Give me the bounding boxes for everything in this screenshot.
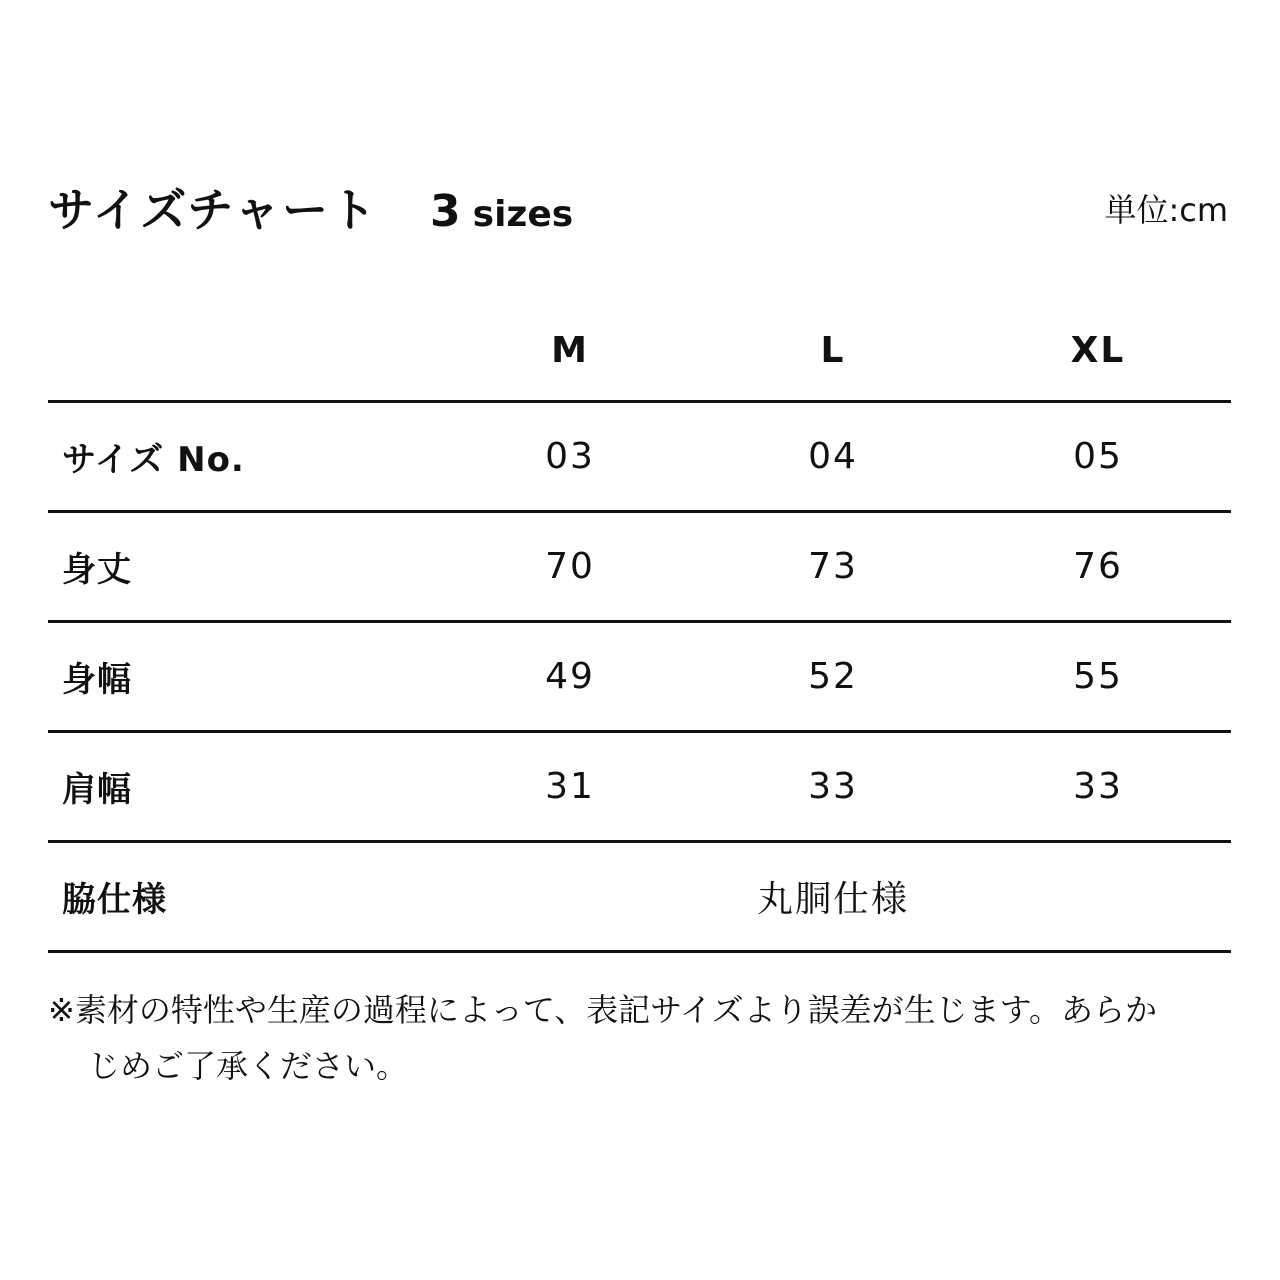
cell-side-spec-value: 丸胴仕様 bbox=[756, 879, 909, 920]
cell-body-length-xl: 76 bbox=[1073, 546, 1123, 587]
unit-label: 単位:cm bbox=[1104, 191, 1228, 229]
table-row-body-length bbox=[48, 510, 1231, 620]
column-header-xl: XL bbox=[1070, 329, 1126, 371]
size-table bbox=[48, 300, 1231, 953]
table-row-shoulder-width bbox=[48, 730, 1231, 840]
sizes-count: 3 bbox=[430, 186, 461, 237]
cell-size-no-m: 03 bbox=[545, 436, 595, 477]
disclaimer-line-2: じめご了承ください。 bbox=[88, 1047, 409, 1085]
column-header-l: L bbox=[820, 329, 846, 371]
table-row-size-no bbox=[48, 400, 1231, 510]
page-title: サイズチャート bbox=[48, 183, 379, 237]
row-label-body-length: 身丈 bbox=[62, 550, 132, 590]
table-header-row bbox=[48, 300, 1231, 400]
cell-shoulder-width-m: 31 bbox=[545, 766, 595, 807]
table-row-body-width bbox=[48, 620, 1231, 730]
sizes-count-label bbox=[430, 184, 573, 249]
cell-body-length-l: 73 bbox=[808, 546, 858, 587]
sizes-word: sizes bbox=[472, 194, 574, 235]
row-label-side-spec: 脇仕様 bbox=[62, 880, 167, 920]
cell-body-width-l: 52 bbox=[808, 656, 858, 697]
cell-body-length-m: 70 bbox=[545, 546, 595, 587]
cell-body-width-m: 49 bbox=[545, 656, 595, 697]
row-label-body-width: 身幅 bbox=[62, 660, 132, 700]
cell-size-no-l: 04 bbox=[808, 436, 858, 477]
disclaimer-line-1: ※素材の特性や生産の過程によって、表記サイズより誤差が生じます。あらか bbox=[48, 991, 1158, 1029]
row-label-size-no: サイズ No. bbox=[62, 440, 245, 480]
table-row-side-spec bbox=[48, 840, 1231, 953]
row-label-shoulder-width: 肩幅 bbox=[62, 770, 132, 810]
disclaimer-note bbox=[48, 982, 1238, 1094]
chart-title bbox=[48, 182, 573, 249]
cell-body-width-xl: 55 bbox=[1073, 656, 1123, 697]
column-header-m: M bbox=[551, 329, 589, 371]
cell-shoulder-width-l: 33 bbox=[808, 766, 858, 807]
cell-shoulder-width-xl: 33 bbox=[1073, 766, 1123, 807]
cell-size-no-xl: 05 bbox=[1073, 436, 1123, 477]
